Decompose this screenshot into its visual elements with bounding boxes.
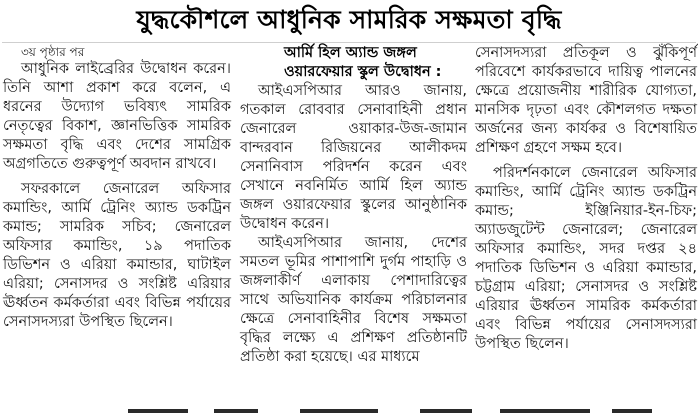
col3-paragraph-2: পরিদর্শনকালে জেনারেল অফিসার কমান্ডিং, আর্মি ট্রেনিং অ্যান্ড ডকট্রিন কমান্ড; ইঞ্জিনিয়ার-ইন-চিফ; অ্যাডজুটেন্ট জেনারেল; জেনারেল অফিসার কমান্ডিং, সদর দপ্তর ২৪ পদাতিক ডিভিশন ও এরিয়া কমান্ডার, চট্টগ্রাম এরিয়া; সেনাসদর ও সংশ্লিষ্ট এরিয়ার ঊর্ধ্বতন সামরিক কর্মকর্তারা এবং বিভিন্ন পর্যায়ের সেনাসদস্যরা উপস্থিত ছিলেন। [475,165,697,352]
col3-paragraph-1: সেনাসদস্যরা প্রতিকূল ও ঝুঁকিপূর্ণ পরিবেশে কার্যকরভাবে দায়িত্ব পালনের ক্ষেত্রে প্রয়োজনীয় শারীরিক যোগ্যতা, মানসিক দৃঢ়তা এবং কৌশলগত দক্ষতা অর্জনের জন্য কার্যকর ও বিশেষায়িত প্রশিক্ষণ গ্রহণে সক্ষম হবে। [475,45,697,156]
article-column-3 [475,44,697,354]
article-column-1 [3,44,231,332]
continued-from-label: ৩য় পৃষ্ঠার পর [21,45,85,59]
cropped-next-line [0,405,698,415]
col2-paragraph-2: আইএসপিআর জানায়, দেশের সমতল ভূমির পাশাপাশি দুর্গম পাহাড়ি ও জঙ্গলাকীর্ণ এলাকায় পেশাদারিত্বের সাথে অভিযানিক কার্যক্রম পরিচালনার ক্ষেত্রে সেনাবাহিনীর বিশেষ সক্ষমতা বৃদ্ধির লক্ষ্যে এ প্রশিক্ষণ প্রতিষ্ঠানটি প্রতিষ্ঠা করা হয়েছে। এর মাধ্যমে [240,235,467,365]
col2-paragraph-1: আইএসপিআর আরও জানায়, গতকাল রোববার সেনাবাহিনী প্রধান জেনারেল ওয়াকার-উজ-জামান বান্দরবান রিজিয়নের আলীকদম সেনানিবাস পরিদর্শন করেন এবং সেখানে নবনির্মিত আর্মি হিল অ্যান্ড জঙ্গল ওয়ারফেয়ার স্কুলের আনুষ্ঠানিক উদ্বোধন করেন। [240,83,467,232]
section-subheading: আর্মি হিল অ্যান্ড জঙ্গল ওয়ারফেয়ার স্কুল উদ্বোধন : [284,45,442,80]
col1-paragraph-1: আধুনিক লাইব্রেরির উদ্বোধন করেন। তিনি আশা প্রকাশ করে বলেন, এ ধরনের উদ্যোগ ভবিষ্যৎ সামরিক নেতৃত্বের বিকাশ, জ্ঞানভিত্তিক সামরিক সক্ষমতা বৃদ্ধি এবং দেশের সামগ্রিক অগ্রগতিতে গুরুত্বপূর্ণ অবদান রাখবে। [3,61,231,172]
article-column-2 [240,44,467,367]
col1-paragraph-2: সফরকালে জেনারেল অফিসার কমান্ডিং, আর্মি ট্রেনিং অ্যান্ড ডকট্রিন কমান্ড; সামরিক সচিব; জেনারেল অফিসার কমান্ডিং, ১৯ পদাতিক ডিভিশন ও এরিয়া কমান্ডার, ঘাটাইল এরিয়া; সেনাসদর ও সংশ্লিষ্ট এরিয়ার ঊর্ধ্বতন কর্মকর্তারা এবং বিভিন্ন পর্যায়ের সেনাসদস্যরা উপস্থিত ছিলেন। [3,181,231,330]
headline-divider [2,42,696,43]
article-headline: যুদ্ধকৌশলে আধুনিক সামরিক সক্ষমতা বৃদ্ধি [136,5,562,34]
